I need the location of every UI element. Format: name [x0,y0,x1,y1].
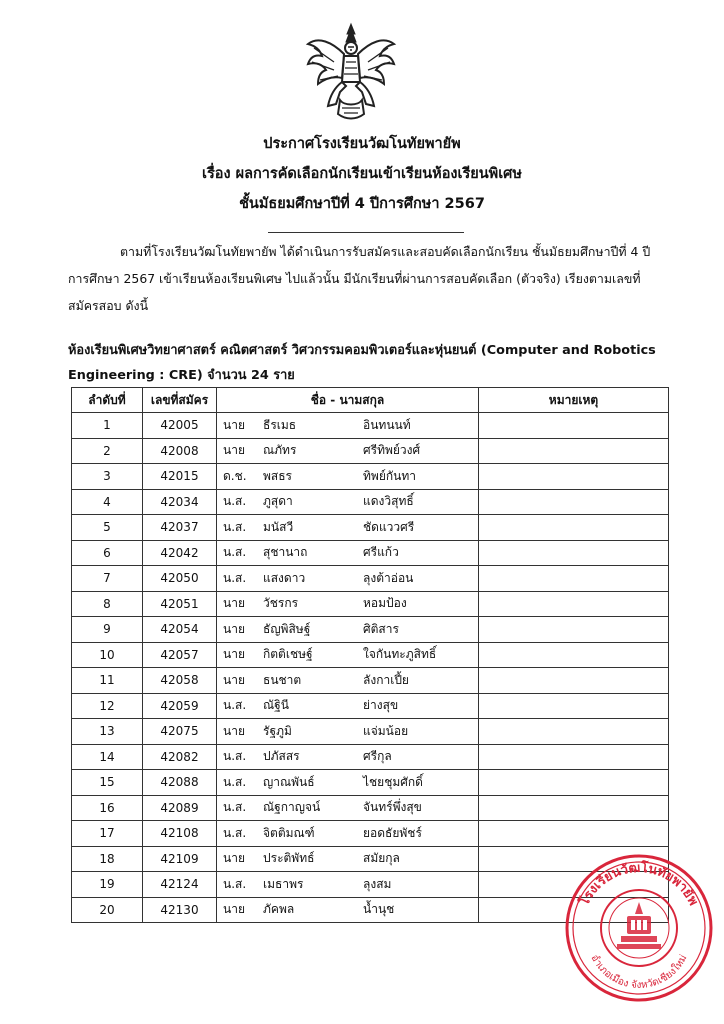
cell-app-no: 42008 [143,438,217,464]
name-title: ด.ช. [223,468,247,483]
cell-app-no: 42124 [143,872,217,898]
cell-no: 20 [72,897,143,923]
cell-name [217,770,479,796]
cell-no: 3 [72,464,143,490]
name-title: น.ส. [223,698,247,713]
first-name: ธีรเมธ [263,417,297,432]
name-title: นาย [223,723,245,738]
header-no: ลำดับที่ [72,388,143,413]
name-title: น.ส. [223,825,247,840]
name-title: น.ส. [223,800,247,815]
first-name: ปภัสสร [263,749,300,764]
cell-remark [479,540,669,566]
header-remark: หมายเหตุ [479,388,669,413]
cell-app-no: 42088 [143,770,217,796]
first-name: สุชานาถ [263,545,308,560]
table-row [72,413,669,439]
name-title: นาย [223,851,245,866]
name-title: นาย [223,621,245,636]
name-title: นาย [223,902,245,917]
first-name: ธัญพิสิษฐ์ [263,621,311,636]
table-row [72,744,669,770]
first-name: วัชรกร [263,596,299,611]
cell-app-no: 42051 [143,591,217,617]
cell-name [217,642,479,668]
cell-app-no: 42059 [143,693,217,719]
first-name: กิตติเชษฐ์ [263,647,313,662]
cell-no: 19 [72,872,143,898]
table-row [72,464,669,490]
name-title: นาย [223,596,245,611]
cell-no: 9 [72,617,143,643]
last-name: ยอดธัยพัชร์ [363,825,422,840]
first-name: ภัคพล [263,902,295,917]
last-name: ศรีกุล [363,749,392,764]
cell-app-no: 42057 [143,642,217,668]
cell-no: 7 [72,566,143,592]
cell-name [217,872,479,898]
section-title: ห้องเรียนพิเศษวิทยาศาสตร์ คณิตศาสตร์ วิศวกรรมคอมพิวเตอร์และหุ่นยนต์ (Computer and Robotics Engineering : CRE) จำนวน 24 ราย [68,343,656,383]
name-title: น.ส. [223,774,247,789]
cell-name [217,821,479,847]
cell-no: 1 [72,413,143,439]
cell-no: 6 [72,540,143,566]
cell-no: 16 [72,795,143,821]
seal-top-text: โรงเรียนวัฒโนทัยพายัพ [577,860,701,909]
cell-remark [479,566,669,592]
first-name: มนัสวี [263,519,294,534]
table-row [72,515,669,541]
table-row [72,719,669,745]
garuda-emblem-icon [304,22,398,122]
cell-no: 15 [72,770,143,796]
cell-remark [479,591,669,617]
cell-no: 18 [72,846,143,872]
cell-name [217,668,479,694]
table-row [72,540,669,566]
cell-remark [479,413,669,439]
seal-bottom-text: อำเภอเมือง จังหวัดเชียงใหม่ [588,952,690,992]
last-name: ลังกาเปี้ย [363,672,409,687]
cell-app-no: 42108 [143,821,217,847]
table-row [72,617,669,643]
last-name: อินทนนท์ [363,417,411,432]
table-row [72,591,669,617]
table-row [72,668,669,694]
cell-remark [479,795,669,821]
cell-app-no: 42034 [143,489,217,515]
cell-app-no: 42042 [143,540,217,566]
cell-no: 4 [72,489,143,515]
table-row [72,489,669,515]
last-name: ศรีแก้ว [363,545,399,560]
first-name: ประติพัทธ์ [263,851,315,866]
last-name: ลุงต้าอ่อน [363,570,414,585]
cell-app-no: 42109 [143,846,217,872]
cell-name [217,693,479,719]
svg-text:โรงเรียนวัฒโนทัยพายัพ [575,859,701,909]
cell-no: 5 [72,515,143,541]
cell-remark [479,489,669,515]
last-name: แจ่มน้อย [363,723,409,738]
cell-app-no: 42054 [143,617,217,643]
first-name: แสงดาว [263,570,306,585]
title-divider [268,232,464,233]
cell-no: 17 [72,821,143,847]
cell-app-no: 42082 [143,744,217,770]
last-name: หอมป้อง [363,596,407,611]
table-row [72,795,669,821]
first-name: เมธาพร [263,876,304,891]
first-name: ญาณพันธ์ [263,774,315,789]
cell-name [217,617,479,643]
name-title: น.ส. [223,545,247,560]
cell-remark [479,821,669,847]
name-title: นาย [223,443,245,458]
announcement-subject: เรื่อง ผลการคัดเลือกนักเรียนเข้าเรียนห้องเรียนพิเศษ [202,166,522,182]
cell-name [217,438,479,464]
first-name: ณภัทร [263,443,297,458]
last-name: แดงวิสุทธิ์ [363,494,414,509]
cell-no: 12 [72,693,143,719]
cell-remark [479,438,669,464]
name-title: น.ส. [223,494,247,509]
last-name: ศิติสาร [363,621,399,636]
last-name: จันทร์พึ่งสุข [363,800,422,815]
name-title: นาย [223,417,245,432]
last-name: ชัดแววศรี [363,519,415,534]
table-row [72,566,669,592]
cell-remark [479,719,669,745]
last-name: ลุงสม [363,876,392,891]
announcement-title: ประกาศโรงเรียนวัฒโนทัยพายัพ [263,136,461,152]
first-name: รัฐภูมิ [263,723,292,738]
cell-no: 11 [72,668,143,694]
name-title: น.ส. [223,570,247,585]
cell-name [217,846,479,872]
table-row [72,770,669,796]
cell-app-no: 42050 [143,566,217,592]
name-title: น.ส. [223,519,247,534]
cell-remark [479,642,669,668]
svg-text:อำเภอเมือง จังหวัดเชียงใหม่ [588,953,689,991]
cell-remark [479,617,669,643]
cell-no: 10 [72,642,143,668]
cell-name [217,413,479,439]
name-title: นาย [223,672,245,687]
cell-app-no: 42089 [143,795,217,821]
cell-no: 2 [72,438,143,464]
table-header-row [72,388,669,413]
cell-app-no: 42037 [143,515,217,541]
name-title: นาย [223,647,245,662]
cell-name [217,464,479,490]
cell-name [217,489,479,515]
last-name: ทิพย์กันทา [363,468,416,483]
school-seal-stamp [563,852,715,1004]
cell-remark [479,464,669,490]
first-name: ธนชาต [263,672,302,687]
cell-app-no: 42015 [143,464,217,490]
cell-app-no: 42130 [143,897,217,923]
header-app-no: เลขที่สมัคร [143,388,217,413]
cell-name [217,591,479,617]
table-row [72,693,669,719]
first-name: ณัฐินี [263,698,289,713]
cell-app-no: 42075 [143,719,217,745]
cell-name [217,566,479,592]
table-row [72,821,669,847]
cell-remark [479,693,669,719]
table-row [72,438,669,464]
first-name: ภูสุดา [263,494,293,509]
last-name: สมัยกุล [363,851,400,866]
first-name: ณัฐกาญจน์ [263,800,321,815]
results-table [71,387,669,923]
cell-no: 8 [72,591,143,617]
first-name: จิตติมณฑ์ [263,825,315,840]
cell-name [217,719,479,745]
cell-name [217,540,479,566]
last-name: น้ำนุช [363,902,395,917]
last-name: ใจกันทะภูสิทธิ์ [363,647,437,662]
cell-remark [479,668,669,694]
table-row [72,642,669,668]
intro-paragraph: ตามที่โรงเรียนวัฒโนทัยพายัพ ได้ดำเนินการรับสมัครและสอบคัดเลือกนักเรียน ชั้นมัธยมศึกษาปีที่ 4 ปีการศึกษา 2567 เข้าเรียนห้องเรียนพิเศษ ไปแล้วนั้น มีนักเรียนที่ผ่านการสอบคัดเลือก (ตัวจริง) เรียงตามเลขที่สมัครสอบ ดังนี้ [68,244,651,313]
cell-name [217,744,479,770]
cell-name [217,897,479,923]
header-name: ชื่อ - นามสกุล [217,388,479,413]
cell-no: 14 [72,744,143,770]
cell-remark [479,744,669,770]
name-title: น.ส. [223,876,247,891]
cell-remark [479,770,669,796]
last-name: ไชยชุมศักดิ์ [363,774,423,789]
first-name: พสธร [263,468,293,483]
cell-app-no: 42058 [143,668,217,694]
cell-name [217,515,479,541]
name-title: น.ส. [223,749,247,764]
cell-name [217,795,479,821]
last-name: ศรีทิพย์วงศ์ [363,443,421,458]
cell-app-no: 42005 [143,413,217,439]
announcement-grade-year: ชั้นมัธยมศึกษาปีที่ 4 ปีการศึกษา 2567 [239,196,485,212]
cell-remark [479,515,669,541]
last-name: ย่างสุข [363,698,399,713]
cell-no: 13 [72,719,143,745]
